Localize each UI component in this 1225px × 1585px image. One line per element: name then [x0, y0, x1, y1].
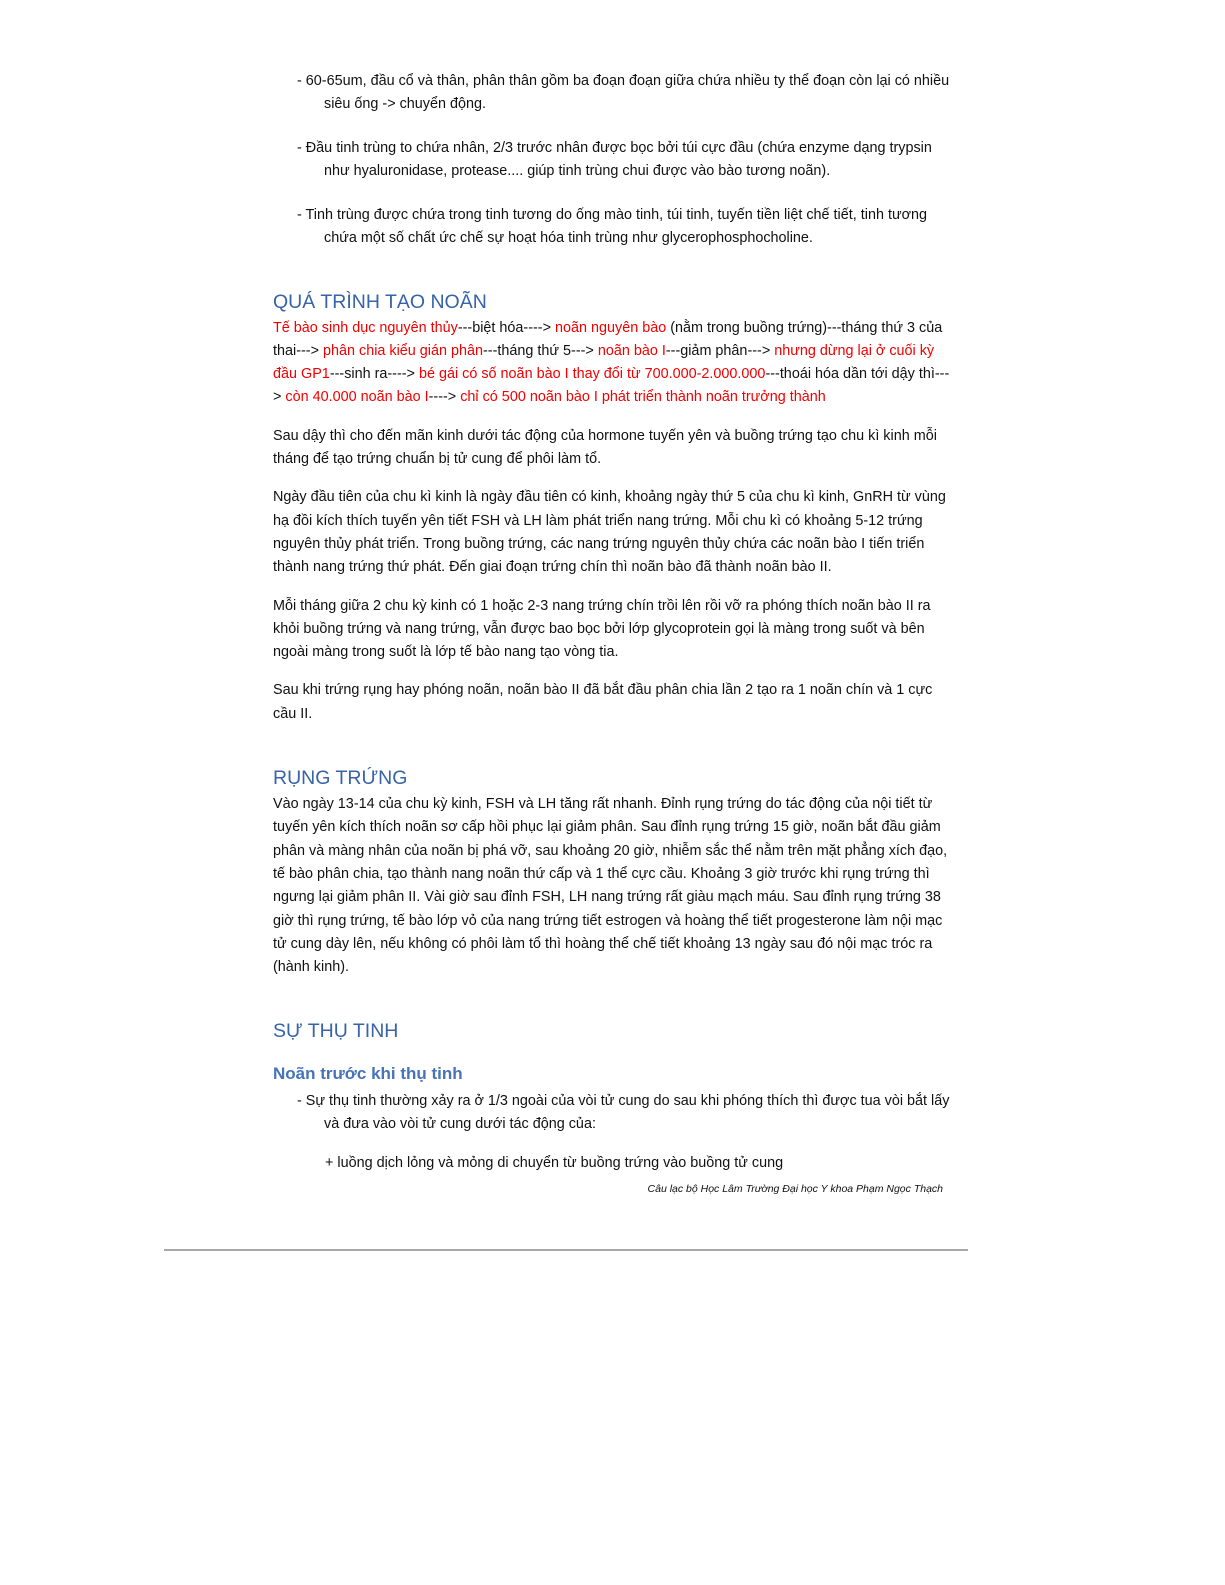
oogenesis-paragraph-3: Mỗi tháng giữa 2 chu kỳ kinh có 1 hoặc 2-3 nang trứng chín trồi lên rồi vỡ ra phóng thích noãn bào II ra khỏi buồng trứng và nang trứng, vẫn được bao bọc bởi lớp glycoprotein gọi là màng trong suốt và bên ngoài màng trong suốt là lớp tế bào nang tạo vòng tia.	[273, 597, 931, 661]
page-content	[273, 70, 953, 1174]
flow-text-4: ---giảm phân--->	[665, 342, 775, 359]
flow-red-3: phân chia kiểu gián phân	[322, 342, 484, 359]
flow-red-8: chỉ có 500 noãn bào I phát triển thành noãn trưởng thành	[460, 389, 826, 406]
page-footer: Câu lạc bộ Học Lâm Trường Đại học Y khoa Phạm Ngọc Thạch	[647, 1183, 943, 1195]
oogenesis-paragraph-2: Ngày đầu tiên của chu kì kinh là ngày đầu tiên có kinh, khoảng ngày thứ 5 của chu kì kinh, GnRH từ vùng hạ đồi kích thích tuyến yên tiết FSH và LH làm phát triển nang trứng. Mỗi chu kì có khoảng 5-12 trứng nguyên thủy phát triển. Trong buồng trứng, các nang trứng nguyên thủy chứa các noãn bào I tiến triển thành nang trứng thứ phát. Đến giai đoạn trứng chín thì noãn bào đã thành noãn bào II.	[273, 489, 946, 576]
heading-fertilization: SỰ THỤ TINH	[273, 1020, 399, 1043]
oogenesis-flow	[273, 317, 953, 410]
flow-text-1: ---biệt hóa---->	[457, 319, 555, 336]
ovulation-paragraph: Vào ngày 13-14 của chu kỳ kinh, FSH và LH tăng rất nhanh. Đỉnh rụng trứng do tác động của nội tiết từ tuyến yên kích thích noãn sơ cấp hồi phục lại giảm phân. Sau đỉnh rụng trứng 15 giờ, noãn bắt đầu giảm phân và màng nhân của noãn bị phá vỡ, sau khoảng 20 giờ, nhiễm sắc thể nằm trên mặt phẳng xích đạo, tế bào phân chia, tạo thành nang noãn thứ cấp và 1 thể cực cầu. Khoảng 3 giờ trước khi rụng trứng thì ngưng lại giảm phân II. Vài giờ sau đỉnh FSH, LH nang trứng rất giàu mạch máu. Sau đỉnh rụng trứng 38 giờ thì rụng trứng, tế bào lớp vỏ của nang trứng tiết estrogen và hoàng thể tiết progesterone làm nội mạc tử cung dày lên, nếu không có phôi làm tổ thì hoàng thể chế tiết khoảng 13 ngày sau đó nội mạc tróc ra (hành kinh).	[273, 796, 948, 976]
subheading-oocyte-before-fertilization: Noãn trước khi thụ tinh	[273, 1064, 463, 1084]
flow-red-7: còn 40.000 noãn bào I	[285, 389, 429, 406]
spermatozoa-bullets	[273, 70, 953, 250]
flow-red-4: noãn bào I	[597, 342, 666, 359]
flow-red-2: noãn nguyên bào	[554, 319, 667, 336]
bullet-fertilization-site: - Sự thụ tinh thường xảy ra ở 1/3 ngoài của vòi tử cung do sau khi phóng thích thì được tua vòi bắt lấy và đưa vào vòi tử cung dưới tác động của:	[297, 1093, 950, 1132]
flow-red-1: Tế bào sinh dục nguyên thủy	[273, 319, 458, 336]
oogenesis-paragraph-1: Sau dậy thì cho đến mãn kinh dưới tác động của hormone tuyến yên và buồng trứng tạo chu kì kinh mỗi tháng để tạo trứng chuẩn bị tử cung để phôi làm tổ.	[273, 427, 937, 468]
flow-text-6: ---thoái hóa dần tới dậy thì--->	[273, 366, 950, 406]
flow-red-5: nhưng dừng lại ở cuối kỳ đầu GP1	[273, 342, 935, 383]
sub-bullet-fluid-flow: + luồng dịch lỏng và mỏng di chuyển từ buồng trứng vào buồng tử cung	[325, 1154, 784, 1171]
bullet-sperm-structure: - 60-65um, đầu cổ và thân, phân thân gồm ba đoạn đoạn giữa chứa nhiều ty thể đoạn còn lại có nhiều siêu ống -> chuyển động.	[297, 73, 950, 112]
flow-red-6: bé gái có số noãn bào I thay đổi từ 700.000-2.000.000	[418, 366, 766, 383]
flow-text-2: (nằm trong buồng trứng)---tháng thứ 3 của thai--->	[273, 319, 943, 359]
bullet-sperm-head: - Đầu tinh trùng to chứa nhân, 2/3 trước nhân được bọc bởi túi cực đầu (chứa enzyme dạng trypsin như hyaluronidase, protease.... giúp tinh trùng chui được vào bào tương noãn).	[297, 140, 932, 179]
bullet-seminal-fluid: - Tinh trùng được chứa trong tinh tương do ống mào tinh, túi tinh, tuyến tiền liệt chế tiết, tinh tương chứa một số chất ức chế sự hoạt hóa tinh trùng như glycerophosphocholine.	[297, 207, 928, 246]
flow-text-3: ---tháng thứ 5--->	[483, 342, 598, 359]
flow-text-5: ---sinh ra---->	[329, 366, 419, 383]
heading-oogenesis: QUÁ TRÌNH TẠO NOÃN	[273, 290, 487, 313]
oogenesis-paragraph-4: Sau khi trứng rụng hay phóng noãn, noãn bào II đã bắt đầu phân chia lần 2 tạo ra 1 noãn chín và 1 cực cầu II.	[273, 682, 933, 722]
heading-ovulation: RỤNG TRỨNG	[273, 767, 408, 790]
page-separator	[164, 1249, 968, 1251]
flow-text-7: ---->	[428, 389, 461, 406]
